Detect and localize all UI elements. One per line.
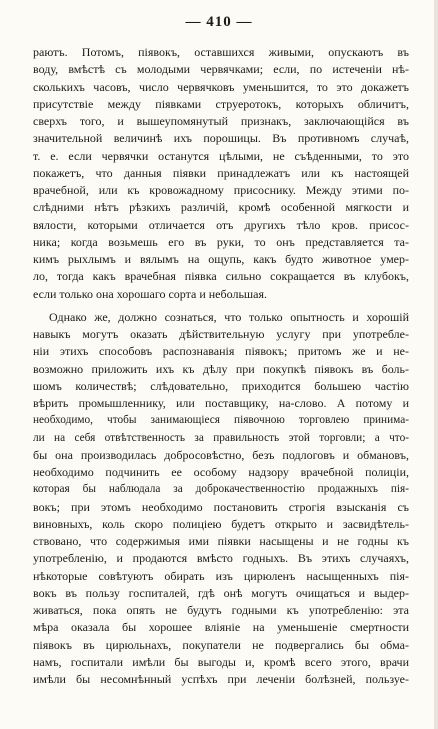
text-line: піявокъ въ цирюльнахъ, покупатели не подвергались бы обма- xyxy=(33,637,409,652)
text-line: ло, тогда какъ врачебная піявка сильно сокращается въ клубокъ, xyxy=(33,269,409,284)
text-line: раютъ. Потомъ, піявокъ, оставшихся живыми, опускаютъ въ xyxy=(33,45,409,59)
text-line: употребленію, и продаются вмѣсто годныхъ. Въ этихъ случаяхъ, xyxy=(33,551,409,566)
page-number: — 410 — xyxy=(185,14,253,30)
text-line: необходимо, чтобы занимающіеся піявочною торговлею принима- xyxy=(33,414,409,427)
text-line: возможно приложить ихъ къ дѣлу при покупкѣ піявокъ въ боль- xyxy=(33,361,409,376)
text-line: шомъ количествѣ; слѣдовательно, приходится большею частію xyxy=(33,378,409,393)
text-line: покажетъ, что данныя піявки принадлежатъ или къ настоящей xyxy=(33,165,409,180)
paragraph-1 xyxy=(33,44,409,303)
text-line: виновныхъ, коль скоро полиціею будетъ открыто и засвидѣтель- xyxy=(33,516,409,531)
text-line: врачебной, или къ кровожадному присоснику. Между этими по- xyxy=(33,183,409,197)
text-line: вѣрить промышленнику, или поставщику, на-слово. А потому и xyxy=(33,396,409,410)
text-line: слѣдними нѣтъ рѣзкихъ различій, кромѣ особенной мягкости и xyxy=(33,200,409,215)
text-line: сколькихъ часовъ, число червячковъ уменьшится, то это докажетъ xyxy=(33,79,409,94)
text-line: намъ, госпитали имѣли бы выгоды и, кромѣ всего этого, врачи xyxy=(33,654,409,669)
text-line: которая бы наблюдала за доброкачественностію продажныхъ пія- xyxy=(33,483,409,496)
text-line: необходимо подчинить ее особому надзору врачебной полиціи, xyxy=(33,465,409,479)
text-line: бы она производилась добросовѣстно, безъ подлоговъ и обмановъ, xyxy=(33,447,409,462)
text-line: навыкъ могутъ оказать дѣйствительную услугу при употребле- xyxy=(33,327,409,341)
text-line: ли на себя отвѣтственность за правильность этой торговли; а что- xyxy=(33,431,409,444)
text-line: вялости, которыми отличается отъ другихъ тѣло кров. присос- xyxy=(33,217,409,232)
body-text xyxy=(33,44,409,688)
text-line: живаться, пока опять не будутъ годными къ употребленію: эта xyxy=(33,603,409,617)
text-line: ніи этихъ способовъ распознаванія піявокъ; притомъ же и не- xyxy=(33,344,409,359)
text-line: ника; когда возьмешь его въ руки, то онъ представляется та- xyxy=(33,234,409,249)
text-line: нѣкоторые совѣтуютъ обирать изъ цирюленъ насыщенныхъ пія- xyxy=(33,568,409,583)
text-line: значительной величинѣ ихъ порошицы. Въ противномъ случаѣ, xyxy=(33,131,409,146)
text-line: имѣли бы несомнѣнный успѣхъ при леченіи болѣзней, пользуе- xyxy=(33,672,409,686)
text-line: т. е. если червячки останутся цѣлыми, не съѣденными, то это xyxy=(33,148,409,163)
text-line: сверхъ того, и вышеупомянутый признакъ, заключающійся въ xyxy=(33,114,409,128)
text-line: вокъ; при этомъ необходимо постановить строгія взысканія съ xyxy=(33,499,409,514)
text-line: ствовано, что содержимыя ими піявки насыщены и не годны къ xyxy=(33,534,409,548)
text-line: присутствіе между піявками струеротокъ, которыхъ обличитъ, xyxy=(33,96,409,111)
text-line: воду, вмѣстѣ съ молодыми червячками; если, по истеченіи нѣ- xyxy=(33,62,409,77)
text-line: вокъ въ пользу госпиталей, гдѣ онѣ могутъ очищаться и выдер- xyxy=(33,585,409,600)
text-line: мѣра оказала бы хорошее вліяніе на уменьшеніе смертности xyxy=(33,620,409,635)
text-line: Однако же, должно сознаться, что только опытность и хорошій xyxy=(49,309,409,324)
page-edge xyxy=(434,0,438,729)
text-line: если только она хорошаго сорта и небольшая. xyxy=(33,286,267,301)
text-line: кимъ рыхлымъ и вялымъ на ощупь, какъ будто животное умер- xyxy=(33,252,409,266)
paragraph-2 xyxy=(33,309,409,689)
